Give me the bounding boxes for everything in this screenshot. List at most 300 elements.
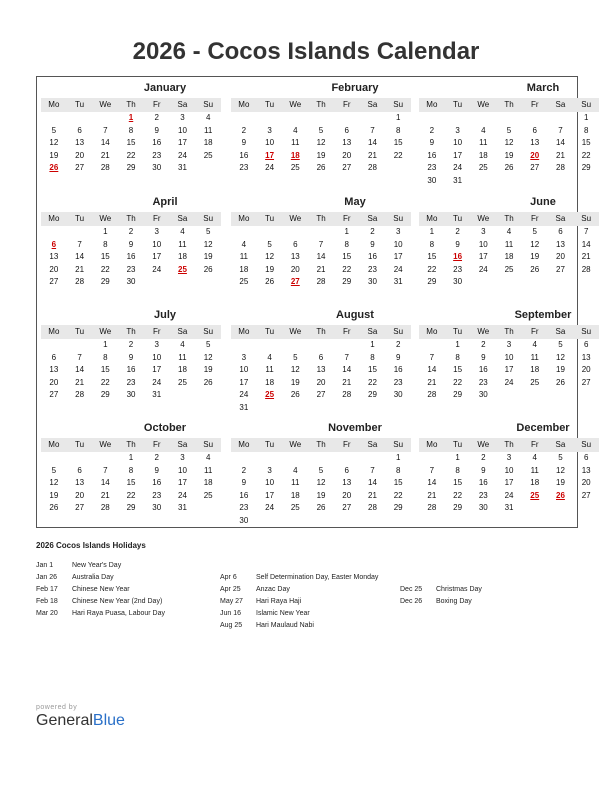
day-cell: 12 bbox=[316, 138, 326, 147]
day-cell: 7 bbox=[77, 239, 82, 249]
day-cell: 22 bbox=[393, 490, 403, 500]
day-cell: 7 bbox=[429, 465, 435, 475]
day-cell: 31 bbox=[178, 503, 187, 512]
day-cell: 29 bbox=[368, 390, 377, 399]
day-cell: 2 bbox=[481, 453, 486, 462]
day-cell bbox=[522, 389, 548, 402]
day-cell: 24 bbox=[178, 150, 187, 160]
day-cell: 10 bbox=[178, 125, 187, 135]
day-cell: 10 bbox=[239, 365, 249, 374]
day-cell: 13 bbox=[556, 239, 565, 249]
day-cell: 13 bbox=[581, 465, 591, 475]
day-cell: 1 bbox=[370, 340, 375, 349]
day-cell: 3 bbox=[455, 125, 460, 135]
week-row bbox=[419, 377, 599, 390]
day-cell: 14 bbox=[100, 478, 110, 487]
day-cell: 12 bbox=[49, 478, 59, 487]
holiday-date: Jun 16 bbox=[220, 610, 242, 617]
day-cell: 29 bbox=[393, 503, 403, 512]
day-cell: 14 bbox=[368, 138, 377, 147]
day-cell bbox=[496, 112, 522, 125]
brand-logo bbox=[36, 704, 125, 730]
day-cell: 4 bbox=[180, 340, 185, 349]
holiday-item bbox=[36, 596, 165, 608]
day-cell: 19 bbox=[49, 150, 59, 160]
weekday-label: Mo bbox=[426, 327, 438, 336]
day-cell: 20 bbox=[342, 490, 352, 500]
day-cell bbox=[470, 175, 496, 188]
day-cell: 21 bbox=[427, 377, 437, 387]
day-cell: 8 bbox=[344, 239, 349, 249]
day-cell: 23 bbox=[152, 490, 162, 500]
month-october bbox=[41, 421, 221, 515]
day-cell: 15 bbox=[342, 252, 352, 261]
weekday-label: We bbox=[477, 440, 490, 449]
holiday-name: Hari Maulaud Nabi bbox=[256, 622, 314, 629]
day-cell: 9 bbox=[481, 465, 486, 475]
holiday-date: Jan 26 bbox=[36, 574, 58, 581]
day-cell bbox=[282, 112, 308, 125]
week-row bbox=[41, 125, 221, 138]
weekday-label: Su bbox=[581, 100, 592, 109]
day-cell bbox=[257, 452, 283, 465]
weekday-label: Sa bbox=[367, 100, 378, 109]
day-cell: 31 bbox=[152, 390, 162, 399]
day-cell: 6 bbox=[344, 465, 349, 475]
day-cell: 30 bbox=[427, 175, 437, 185]
day-cell: 27 bbox=[49, 277, 59, 286]
day-cell: 14 bbox=[75, 252, 85, 261]
day-cell: 17 bbox=[152, 365, 162, 374]
day-cell: 30 bbox=[239, 515, 249, 525]
day-cell: 21 bbox=[368, 150, 377, 160]
week-row bbox=[419, 339, 599, 352]
day-cell: 7 bbox=[558, 125, 563, 135]
day-cell: 26 bbox=[265, 277, 275, 286]
day-cell bbox=[419, 452, 445, 465]
week-row bbox=[41, 339, 221, 352]
week-row bbox=[41, 239, 221, 252]
day-cell: 13 bbox=[290, 252, 300, 261]
day-cell: 11 bbox=[504, 239, 514, 249]
week-row bbox=[41, 377, 221, 390]
day-cell bbox=[522, 175, 548, 188]
week-row bbox=[419, 352, 599, 365]
day-cell bbox=[334, 339, 360, 352]
day-cell: 2 bbox=[241, 465, 247, 475]
day-cell: 22 bbox=[581, 150, 591, 160]
holiday-name: New Year's Day bbox=[72, 562, 122, 569]
weekday-label: Fr bbox=[342, 100, 351, 109]
day-cell bbox=[41, 452, 67, 465]
day-cell: 19 bbox=[203, 365, 213, 374]
holiday-name: Hari Raya Puasa, Labour Day bbox=[72, 610, 165, 617]
day-cell: 23 bbox=[239, 163, 249, 172]
day-cell bbox=[548, 389, 574, 402]
day-cell bbox=[360, 515, 386, 528]
weekday-label: Fr bbox=[342, 214, 351, 223]
holiday-date: Feb 18 bbox=[36, 598, 58, 605]
day-cell: 21 bbox=[75, 264, 85, 274]
weekday-label: Su bbox=[581, 327, 592, 336]
day-cell: 27 bbox=[556, 264, 565, 274]
weekday-label: Sa bbox=[555, 327, 566, 336]
weekday-label: We bbox=[289, 214, 302, 223]
week-row bbox=[41, 352, 221, 365]
weekday-label: Tu bbox=[75, 100, 85, 109]
week-row bbox=[231, 452, 411, 465]
day-cell: 19 bbox=[49, 490, 59, 500]
day-cell: 7 bbox=[583, 227, 589, 236]
day-cell: 12 bbox=[203, 352, 213, 362]
day-cell: 11 bbox=[530, 352, 539, 362]
day-cell: 28 bbox=[100, 163, 110, 172]
day-cell: 16 bbox=[239, 150, 249, 160]
powered-by-text: powered by bbox=[36, 704, 78, 711]
day-cell: 8 bbox=[128, 465, 134, 475]
day-cell: 3 bbox=[241, 352, 247, 362]
day-cell bbox=[419, 339, 445, 352]
day-cell: 2 bbox=[241, 125, 247, 135]
day-cell: 15 bbox=[100, 365, 110, 374]
day-cell: 6 bbox=[318, 352, 324, 362]
day-cell: 6 bbox=[77, 125, 82, 135]
month-december bbox=[419, 421, 599, 515]
day-cell: 9 bbox=[395, 352, 401, 362]
day-cell: 7 bbox=[103, 465, 108, 475]
day-cell: 18 bbox=[203, 478, 213, 487]
weekday-header bbox=[231, 325, 411, 339]
calendar-grid bbox=[36, 76, 592, 528]
day-cell: 13 bbox=[49, 365, 59, 374]
day-cell: 3 bbox=[395, 227, 401, 236]
day-cell: 11 bbox=[265, 365, 274, 374]
holiday-item bbox=[220, 572, 378, 584]
week-row bbox=[231, 276, 411, 289]
day-cell: 2 bbox=[128, 227, 134, 236]
day-cell: 4 bbox=[241, 239, 247, 249]
day-cell: 19 bbox=[556, 478, 565, 487]
day-cell: 10 bbox=[178, 465, 187, 475]
day-cell: 13 bbox=[342, 478, 352, 487]
weekday-label: Mo bbox=[426, 214, 438, 223]
brand-name bbox=[36, 712, 125, 730]
weekday-label: Th bbox=[316, 440, 326, 449]
day-cell: 5 bbox=[293, 352, 298, 362]
day-cell: 19 bbox=[556, 365, 565, 374]
week-row bbox=[231, 490, 411, 503]
day-cell: 5 bbox=[558, 453, 563, 462]
day-cell: 9 bbox=[455, 239, 460, 249]
weekday-label: Th bbox=[316, 327, 326, 336]
weekday-label: Fr bbox=[530, 327, 539, 336]
month-february bbox=[231, 81, 411, 175]
weekday-header bbox=[231, 98, 411, 112]
day-cell: 11 bbox=[204, 125, 213, 135]
weekday-label: Tu bbox=[265, 100, 275, 109]
holiday-day-cell: 25 bbox=[178, 264, 187, 274]
day-cell: 26 bbox=[203, 377, 213, 387]
day-cell bbox=[385, 162, 411, 175]
day-cell: 26 bbox=[49, 503, 59, 512]
day-cell: 3 bbox=[154, 340, 159, 349]
day-cell bbox=[67, 339, 93, 352]
day-cell: 26 bbox=[316, 503, 326, 512]
brand-name-blue: Blue bbox=[92, 712, 125, 729]
week-row bbox=[41, 502, 221, 515]
day-cell: 21 bbox=[100, 490, 110, 500]
day-cell: 21 bbox=[581, 252, 591, 261]
weekday-label: We bbox=[289, 100, 302, 109]
day-cell bbox=[195, 502, 221, 515]
day-cell bbox=[257, 112, 283, 125]
month-name: August bbox=[336, 309, 374, 321]
holiday-day-cell: 16 bbox=[453, 252, 463, 261]
day-cell: 23 bbox=[478, 377, 488, 387]
day-cell: 17 bbox=[504, 365, 514, 374]
day-cell: 8 bbox=[583, 125, 589, 135]
day-cell: 28 bbox=[100, 503, 110, 512]
day-cell: 13 bbox=[49, 252, 59, 261]
weekday-header bbox=[41, 98, 221, 112]
weekday-label: Su bbox=[203, 440, 214, 449]
day-cell: 21 bbox=[556, 150, 565, 160]
day-cell: 24 bbox=[453, 163, 463, 172]
weekday-label: Sa bbox=[177, 214, 188, 223]
week-row bbox=[231, 502, 411, 515]
day-cell: 15 bbox=[427, 252, 437, 261]
weekday-label: We bbox=[477, 100, 490, 109]
day-cell: 6 bbox=[583, 453, 589, 462]
day-cell: 10 bbox=[504, 465, 514, 475]
weekday-label: We bbox=[99, 440, 112, 449]
day-cell bbox=[67, 452, 93, 465]
week-row bbox=[231, 251, 411, 264]
day-cell: 30 bbox=[368, 277, 377, 286]
weekday-label: Su bbox=[203, 327, 214, 336]
weekday-label: Th bbox=[126, 440, 136, 449]
day-cell: 22 bbox=[453, 490, 463, 500]
week-row bbox=[41, 226, 221, 239]
day-cell: 12 bbox=[290, 365, 300, 374]
week-row bbox=[231, 112, 411, 125]
weekday-label: Th bbox=[316, 100, 326, 109]
day-cell: 14 bbox=[368, 478, 377, 487]
week-row bbox=[41, 389, 221, 402]
day-cell: 25 bbox=[478, 163, 488, 172]
weekday-label: Fr bbox=[152, 100, 161, 109]
day-cell: 2 bbox=[370, 227, 375, 236]
week-row bbox=[41, 364, 221, 377]
month-name: April bbox=[152, 196, 178, 208]
holiday-date: Aug 25 bbox=[220, 622, 243, 629]
day-cell: 14 bbox=[75, 365, 85, 374]
day-cell: 11 bbox=[204, 465, 213, 475]
day-cell: 10 bbox=[453, 138, 463, 147]
week-row bbox=[231, 377, 411, 390]
day-cell: 22 bbox=[427, 264, 437, 274]
week-row bbox=[231, 125, 411, 138]
day-cell: 13 bbox=[342, 138, 352, 147]
day-cell: 4 bbox=[481, 125, 486, 135]
day-cell: 21 bbox=[342, 377, 352, 387]
day-cell: 28 bbox=[427, 503, 437, 512]
weekday-label: Th bbox=[126, 214, 136, 223]
day-cell bbox=[360, 402, 386, 415]
weekday-label: Su bbox=[393, 440, 404, 449]
day-cell: 14 bbox=[100, 138, 110, 147]
day-cell: 17 bbox=[152, 252, 162, 261]
day-cell: 24 bbox=[393, 264, 403, 274]
day-cell bbox=[282, 515, 308, 528]
week-row bbox=[231, 515, 411, 528]
day-cell bbox=[548, 276, 574, 289]
day-cell: 31 bbox=[393, 277, 403, 286]
weekday-label: Su bbox=[393, 327, 404, 336]
day-cell bbox=[92, 112, 118, 125]
day-cell: 1 bbox=[455, 453, 460, 462]
week-row bbox=[419, 389, 599, 402]
day-cell: 2 bbox=[128, 340, 134, 349]
day-cell: 5 bbox=[51, 465, 57, 475]
day-cell: 15 bbox=[126, 478, 136, 487]
day-cell: 27 bbox=[342, 163, 352, 172]
day-cell: 23 bbox=[239, 503, 249, 512]
day-cell: 9 bbox=[128, 239, 134, 249]
day-cell: 2 bbox=[455, 227, 460, 236]
day-cell: 24 bbox=[265, 503, 275, 512]
day-cell: 10 bbox=[504, 352, 514, 362]
day-cell: 5 bbox=[558, 340, 563, 349]
day-cell bbox=[334, 402, 360, 415]
weekday-label: Fr bbox=[152, 327, 161, 336]
day-cell: 6 bbox=[293, 239, 298, 249]
day-cell: 1 bbox=[103, 340, 108, 349]
day-cell: 22 bbox=[393, 150, 403, 160]
day-cell: 12 bbox=[556, 352, 565, 362]
month-june bbox=[419, 195, 599, 289]
day-cell bbox=[231, 226, 257, 239]
day-cell bbox=[522, 502, 548, 515]
day-cell: 20 bbox=[75, 150, 85, 160]
day-cell: 20 bbox=[49, 264, 59, 274]
day-cell: 18 bbox=[530, 365, 540, 374]
day-cell: 11 bbox=[291, 478, 300, 487]
day-cell: 4 bbox=[532, 453, 537, 462]
day-cell: 17 bbox=[265, 490, 275, 500]
day-cell: 1 bbox=[455, 340, 460, 349]
day-cell: 27 bbox=[581, 377, 591, 387]
day-cell: 29 bbox=[453, 390, 463, 399]
day-cell: 29 bbox=[126, 503, 136, 512]
holiday-day-cell: 18 bbox=[290, 150, 300, 160]
day-cell bbox=[41, 339, 67, 352]
day-cell: 4 bbox=[506, 227, 512, 236]
day-cell: 7 bbox=[318, 239, 324, 249]
day-cell: 22 bbox=[368, 377, 377, 387]
day-cell: 12 bbox=[49, 138, 59, 147]
day-cell: 10 bbox=[152, 239, 162, 249]
day-cell: 14 bbox=[581, 239, 591, 249]
holiday-item bbox=[400, 596, 482, 608]
day-cell: 20 bbox=[75, 490, 85, 500]
holiday-name: Australia Day bbox=[72, 574, 114, 581]
weekday-label: Th bbox=[504, 440, 514, 449]
day-cell: 15 bbox=[100, 252, 110, 261]
weekday-header bbox=[419, 212, 599, 226]
day-cell: 26 bbox=[316, 163, 326, 172]
day-cell bbox=[522, 276, 548, 289]
day-cell: 3 bbox=[481, 227, 486, 236]
weekday-label: Mo bbox=[426, 440, 438, 449]
day-cell: 30 bbox=[126, 390, 136, 399]
week-row bbox=[419, 112, 599, 125]
weekday-label: Su bbox=[203, 214, 214, 223]
week-row bbox=[419, 264, 599, 277]
month-name: July bbox=[153, 309, 176, 321]
day-cell: 29 bbox=[581, 163, 591, 172]
day-cell: 12 bbox=[316, 478, 326, 487]
week-row bbox=[419, 490, 599, 503]
day-cell bbox=[360, 452, 386, 465]
day-cell: 26 bbox=[556, 377, 565, 387]
day-cell: 29 bbox=[100, 277, 110, 286]
weekday-label: Fr bbox=[530, 214, 539, 223]
day-cell bbox=[144, 276, 170, 289]
day-cell bbox=[445, 112, 471, 125]
day-cell: 25 bbox=[203, 150, 213, 160]
weekday-label: We bbox=[99, 327, 112, 336]
day-cell: 9 bbox=[481, 352, 486, 362]
weekday-header bbox=[419, 438, 599, 452]
day-cell: 15 bbox=[126, 138, 136, 147]
week-row bbox=[419, 276, 599, 289]
day-cell: 28 bbox=[75, 390, 85, 399]
day-cell bbox=[385, 515, 411, 528]
day-cell: 19 bbox=[530, 252, 540, 261]
day-cell bbox=[308, 226, 334, 239]
day-cell: 10 bbox=[265, 478, 275, 487]
weekday-label: Mo bbox=[238, 100, 250, 109]
day-cell: 27 bbox=[342, 503, 352, 512]
day-cell: 5 bbox=[205, 227, 211, 236]
weekday-label: We bbox=[477, 327, 490, 336]
weekday-header bbox=[41, 212, 221, 226]
weekday-label: Tu bbox=[265, 440, 275, 449]
holiday-item bbox=[36, 560, 165, 572]
week-row bbox=[231, 339, 411, 352]
day-cell: 18 bbox=[178, 252, 187, 261]
weekday-label: Sa bbox=[177, 440, 188, 449]
weekday-label: Mo bbox=[48, 214, 60, 223]
weekday-label: Fr bbox=[530, 440, 539, 449]
day-cell: 7 bbox=[77, 352, 82, 362]
day-cell: 14 bbox=[556, 138, 565, 147]
day-cell: 8 bbox=[429, 239, 435, 249]
holiday-item bbox=[220, 596, 378, 608]
month-name: November bbox=[328, 422, 382, 434]
day-cell: 16 bbox=[152, 478, 162, 487]
day-cell: 8 bbox=[103, 239, 108, 249]
day-cell: 24 bbox=[178, 490, 187, 500]
day-cell: 2 bbox=[395, 340, 401, 349]
week-row bbox=[41, 137, 221, 150]
day-cell: 4 bbox=[267, 352, 272, 362]
day-cell: 17 bbox=[178, 138, 187, 147]
week-row bbox=[419, 364, 599, 377]
month-name: September bbox=[514, 309, 572, 321]
month-may bbox=[231, 195, 411, 289]
